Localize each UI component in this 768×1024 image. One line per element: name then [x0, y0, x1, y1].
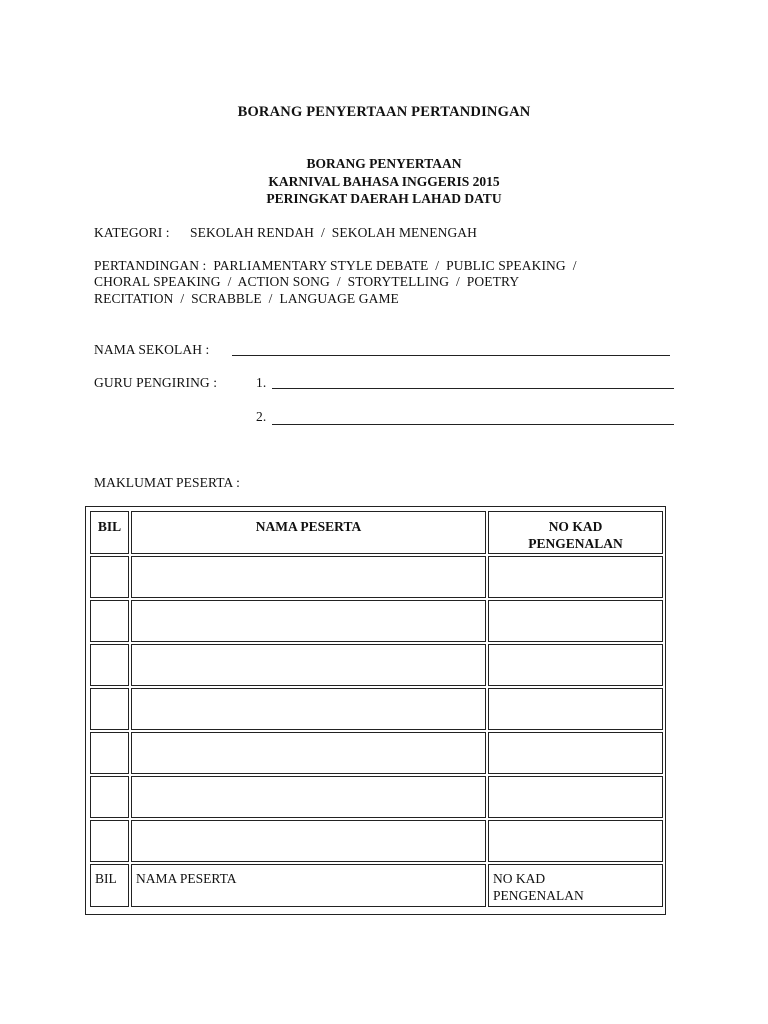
- table-row: [90, 644, 663, 686]
- nama-sekolah-label: NAMA SEKOLAH :: [94, 342, 210, 357]
- cell-no-kad-pengenalan[interactable]: [488, 820, 663, 862]
- pertandingan-line-2: CHORAL SPEAKING / ACTION SONG / STORYTELLING / POETRY: [94, 274, 520, 289]
- cell-nama-peserta[interactable]: [131, 732, 486, 774]
- kategori-options: SEKOLAH RENDAH / SEKOLAH MENENGAH: [190, 225, 477, 240]
- guru-pengiring-number-1: 1.: [256, 375, 267, 390]
- cell-nama-peserta[interactable]: [131, 644, 486, 686]
- footer-no-kad-pengenalan: NO KAD PENGENALAN: [488, 864, 663, 907]
- cell-bil[interactable]: [90, 644, 129, 686]
- guru-pengiring-number-2: 2.: [256, 409, 267, 424]
- table-footer-row: [90, 864, 663, 907]
- header-bil: BIL: [90, 511, 129, 554]
- footer-bil: BIL: [90, 864, 129, 907]
- cell-no-kad-pengenalan[interactable]: [488, 600, 663, 642]
- table-header-row: [90, 511, 663, 554]
- cell-bil[interactable]: [90, 732, 129, 774]
- header-no-kad-pengenalan: NO KAD PENGENALAN: [488, 511, 663, 554]
- subtitle-line-2: KARNIVAL BAHASA INGGERIS 2015: [268, 174, 500, 189]
- subtitle-line-1: BORANG PENYERTAAN: [306, 156, 462, 171]
- table-row: [90, 732, 663, 774]
- header-nama-peserta: NAMA PESERTA: [131, 511, 486, 554]
- cell-no-kad-pengenalan[interactable]: [488, 776, 663, 818]
- guru-pengiring-field-2[interactable]: [272, 424, 674, 425]
- cell-no-kad-pengenalan[interactable]: [488, 556, 663, 598]
- pertandingan-line-1: PERTANDINGAN : PARLIAMENTARY STYLE DEBATE / PUBLIC SPEAKING /: [94, 258, 577, 273]
- cell-nama-peserta[interactable]: [131, 776, 486, 818]
- cell-bil[interactable]: [90, 556, 129, 598]
- cell-bil[interactable]: [90, 600, 129, 642]
- cell-no-kad-pengenalan[interactable]: [488, 688, 663, 730]
- table-row: [90, 688, 663, 730]
- nama-sekolah-field[interactable]: [232, 355, 670, 356]
- cell-bil[interactable]: [90, 688, 129, 730]
- table-row: [90, 820, 663, 862]
- footer-nama-peserta: NAMA PESERTA: [131, 864, 486, 907]
- participant-grid: [88, 509, 665, 909]
- cell-no-kad-pengenalan[interactable]: [488, 644, 663, 686]
- cell-bil[interactable]: [90, 820, 129, 862]
- table-row: [90, 600, 663, 642]
- form-title: BORANG PENYERTAAN PERTANDINGAN: [237, 104, 531, 120]
- cell-no-kad-pengenalan[interactable]: [488, 732, 663, 774]
- cell-nama-peserta[interactable]: [131, 688, 486, 730]
- table-row: [90, 556, 663, 598]
- guru-pengiring-label: GURU PENGIRING :: [94, 375, 218, 390]
- maklumat-peserta-label: MAKLUMAT PESERTA :: [94, 475, 240, 490]
- subtitle-line-3: PERINGKAT DAERAH LAHAD DATU: [266, 191, 502, 206]
- participant-table: [85, 506, 666, 915]
- cell-nama-peserta[interactable]: [131, 556, 486, 598]
- guru-pengiring-field-1[interactable]: [272, 388, 674, 389]
- cell-nama-peserta[interactable]: [131, 820, 486, 862]
- pertandingan-line-3: RECITATION / SCRABBLE / LANGUAGE GAME: [94, 291, 399, 306]
- cell-bil[interactable]: [90, 776, 129, 818]
- kategori-label: KATEGORI :: [94, 225, 170, 240]
- cell-nama-peserta[interactable]: [131, 600, 486, 642]
- table-row: [90, 776, 663, 818]
